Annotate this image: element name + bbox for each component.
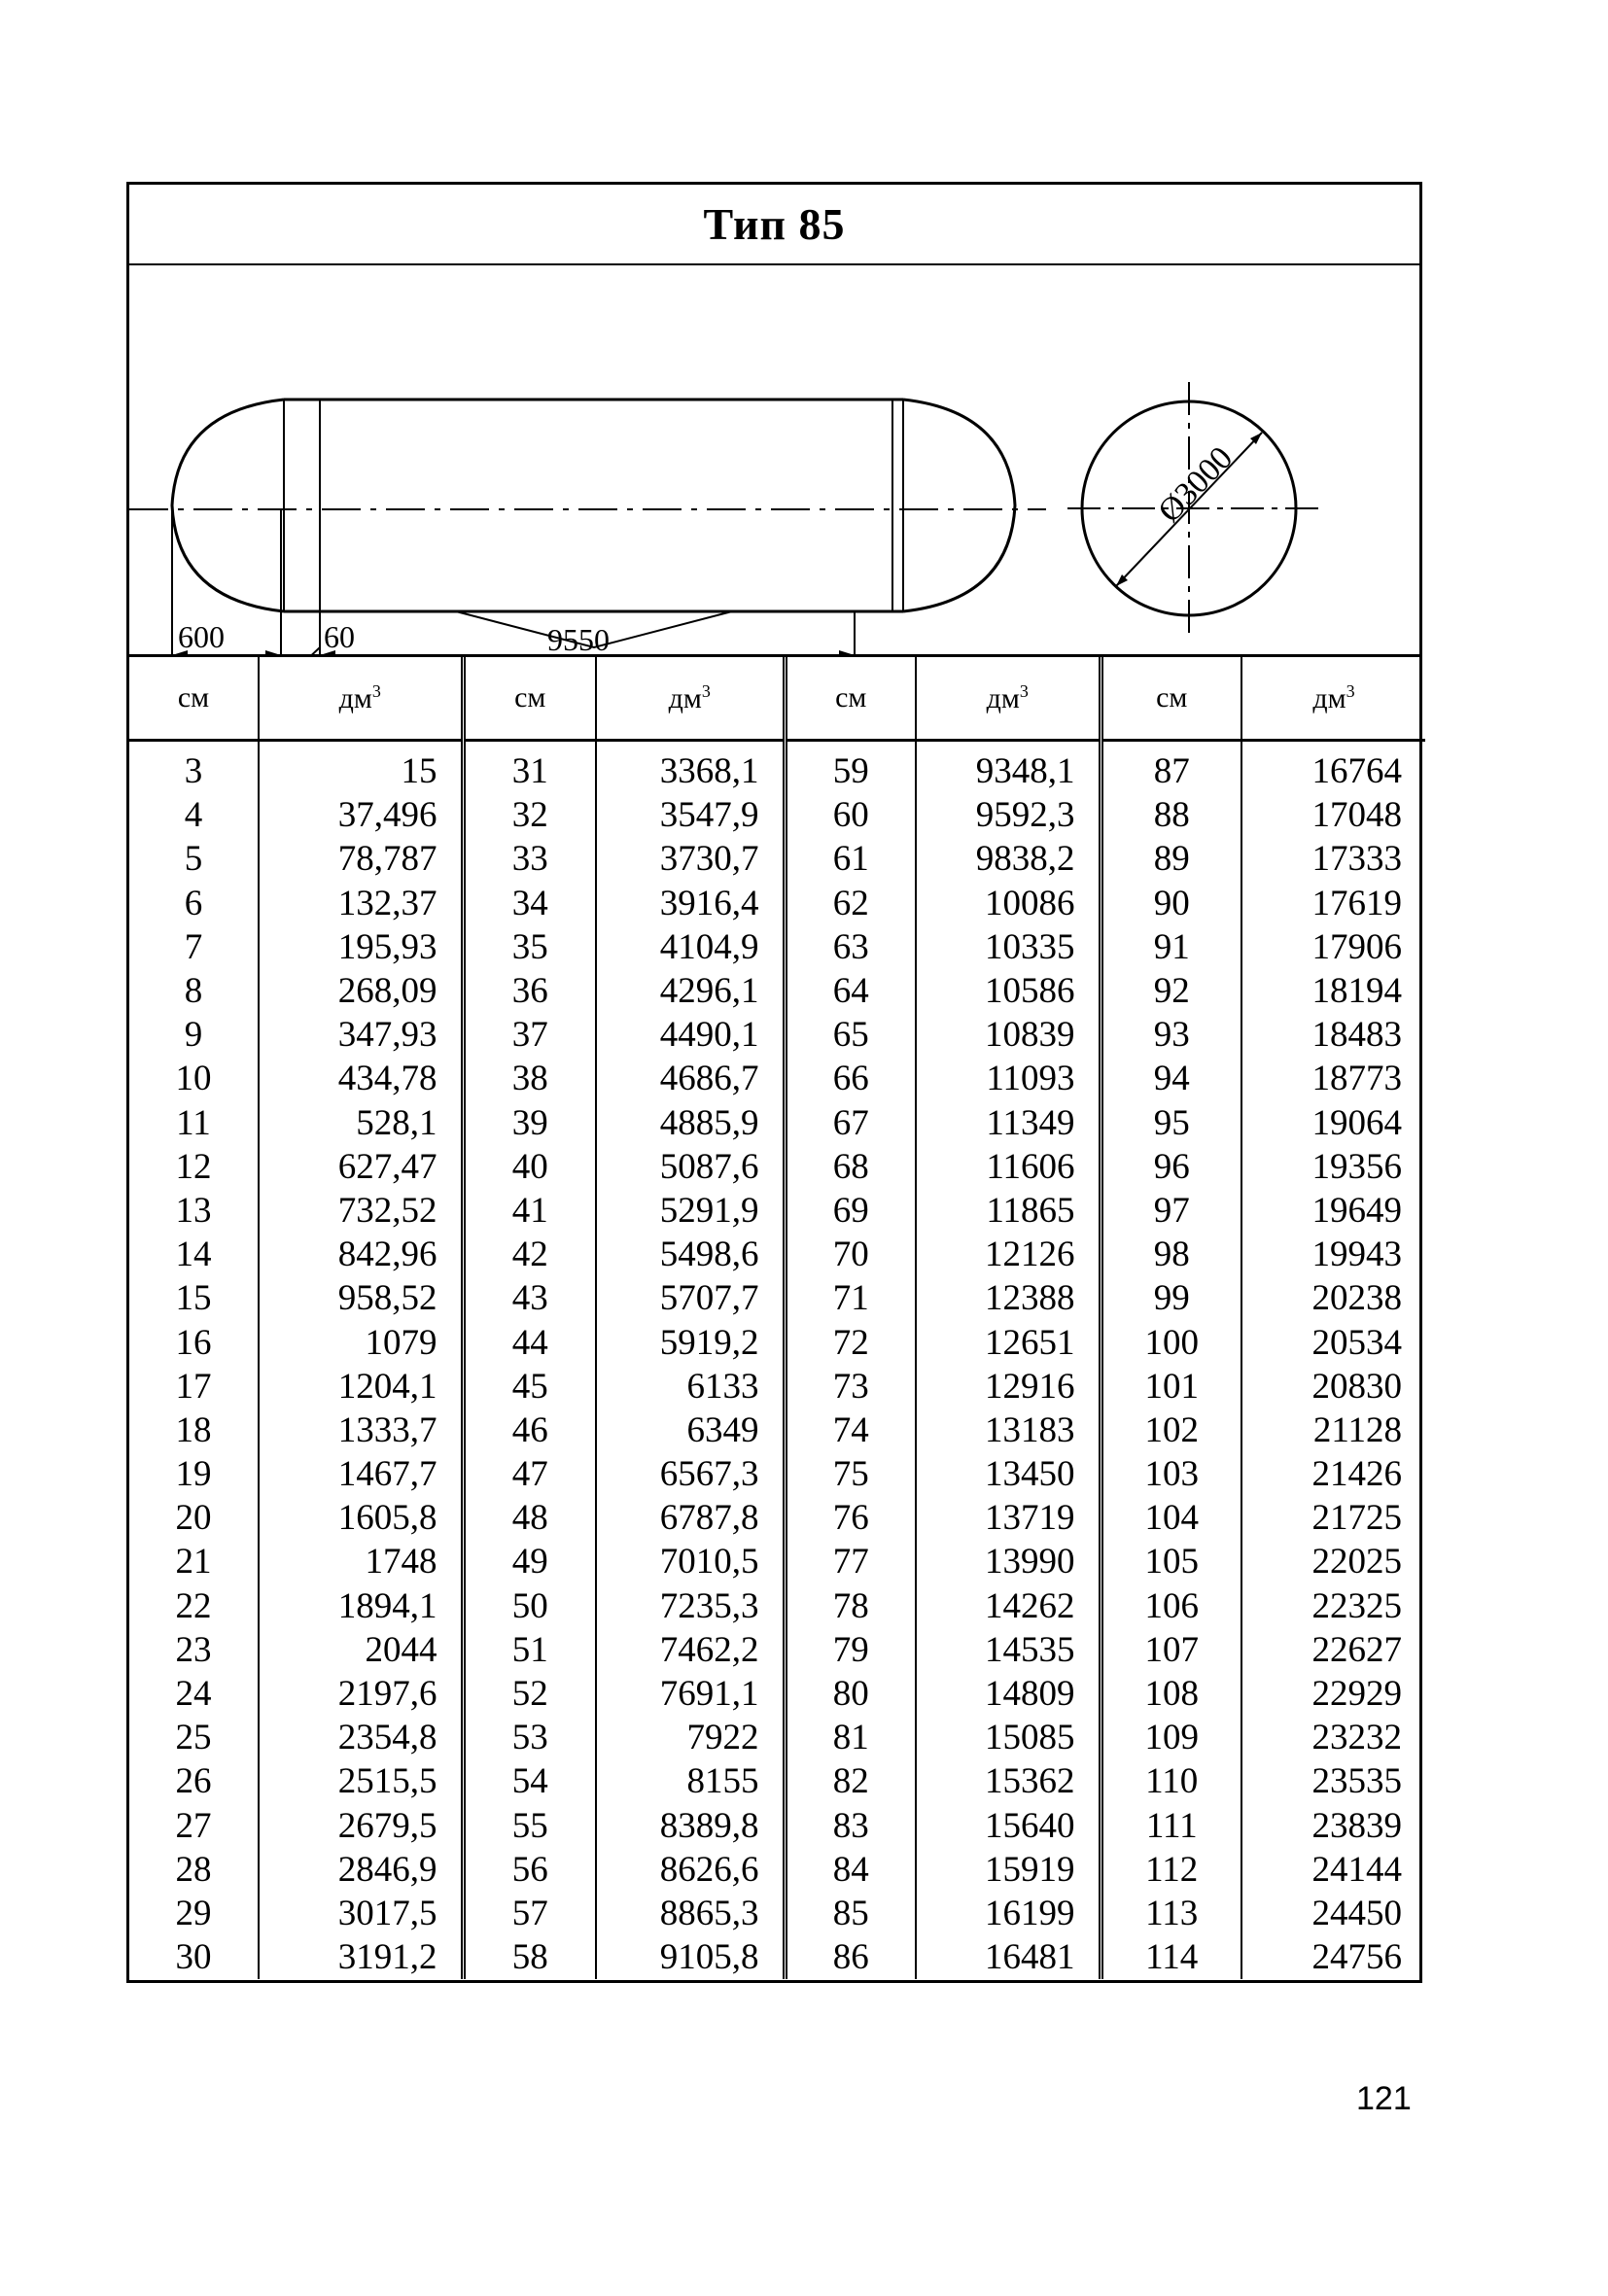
volume-dm3-cell: 732,52 (259, 1189, 463, 1233)
level-cm-cell: 44 (463, 1320, 596, 1364)
header-dm: $дм^3$ (1241, 657, 1425, 741)
table-row (129, 1276, 1425, 1320)
level-cm-cell: 78 (785, 1584, 916, 1628)
level-cm-cell: 59 (785, 741, 916, 794)
volume-dm3-cell: 195,93 (259, 925, 463, 969)
table-row (129, 1233, 1425, 1276)
volume-dm3-cell: 15 (259, 741, 463, 794)
volume-dm3-cell: 15919 (916, 1848, 1101, 1892)
title-row (129, 185, 1419, 265)
level-cm-cell: 27 (129, 1804, 259, 1848)
volume-dm3-cell: 14809 (916, 1672, 1101, 1716)
volume-dm3-cell: 22325 (1311, 1585, 1402, 1626)
level-cm-cell: 18 (129, 1409, 259, 1452)
volume-table-container (129, 654, 1419, 1983)
volume-dm3-cell: 10086 (916, 882, 1101, 925)
volume-dm3-cell: 22929 (1311, 1674, 1402, 1715)
volume-dm3-cell: 2354,8 (259, 1716, 463, 1759)
volume-dm3-cell: 23839 (1311, 1805, 1402, 1846)
volume-dm3-cell: 17619 (1311, 883, 1402, 923)
tank-left-head (172, 400, 284, 611)
level-cm-cell: 85 (785, 1892, 916, 1935)
level-cm-cell: 8 (129, 969, 259, 1013)
level-cm-cell: 48 (463, 1496, 596, 1540)
volume-dm3-cell: 2679,5 (259, 1804, 463, 1848)
volume-dm3-cell: 19064 (1311, 1102, 1402, 1143)
header-dm: $дм^3$ (596, 657, 785, 741)
dim-leader-gap (302, 647, 320, 654)
level-cm-cell: 20 (129, 1496, 259, 1540)
level-cm-cell: 101 (1101, 1365, 1241, 1409)
volume-dm3-cell: 132,37 (259, 882, 463, 925)
volume-dm3-cell: 20830 (1311, 1366, 1402, 1407)
volume-dm3-cell: 16764 (1311, 751, 1402, 792)
table-row (129, 1452, 1425, 1496)
header-cm: см (463, 657, 596, 741)
volume-dm3-cell: 1204,1 (259, 1365, 463, 1409)
level-cm-cell: 81 (785, 1716, 916, 1759)
volume-dm3-cell: 2515,5 (259, 1759, 463, 1803)
level-cm-cell: 92 (1101, 969, 1241, 1013)
volume-dm3-cell: 8626,6 (596, 1848, 785, 1892)
level-cm-cell: 70 (785, 1233, 916, 1276)
volume-dm3-cell: 5291,9 (596, 1189, 785, 1233)
level-cm-cell: 63 (785, 925, 916, 969)
level-cm-cell: 107 (1101, 1628, 1241, 1672)
volume-dm3-cell: 19649 (1311, 1190, 1402, 1231)
level-cm-cell: 42 (463, 1233, 596, 1276)
volume-dm3-cell: 4686,7 (596, 1057, 785, 1100)
volume-dm3-cell: 11093 (916, 1057, 1101, 1100)
level-cm-cell: 53 (463, 1716, 596, 1759)
volume-dm3-cell: 9348,1 (916, 741, 1101, 794)
volume-dm3-cell: 4296,1 (596, 969, 785, 1013)
volume-dm3-cell: 5498,6 (596, 1233, 785, 1276)
dim-length-label: 9550 (547, 622, 610, 654)
volume-dm3-cell: 6787,8 (596, 1496, 785, 1540)
volume-dm3-cell: 7462,2 (596, 1628, 785, 1672)
volume-dm3-cell: 7235,3 (596, 1584, 785, 1628)
level-cm-cell: 104 (1101, 1496, 1241, 1540)
volume-dm3-cell: 6349 (596, 1409, 785, 1452)
level-cm-cell: 31 (463, 741, 596, 794)
level-cm-cell: 19 (129, 1452, 259, 1496)
page-title: Тип 85 (703, 199, 846, 249)
volume-dm3-cell: 15085 (916, 1716, 1101, 1759)
level-cm-cell: 23 (129, 1628, 259, 1672)
volume-dm3-cell: 627,47 (259, 1145, 463, 1189)
level-cm-cell: 110 (1101, 1759, 1241, 1803)
tank-side-view (129, 400, 1046, 654)
tank-drawing (129, 265, 1419, 654)
level-cm-cell: 9 (129, 1013, 259, 1057)
level-cm-cell: 4 (129, 793, 259, 837)
level-cm-cell: 7 (129, 925, 259, 969)
volume-dm3-cell: 24756 (1311, 1937, 1402, 1978)
level-cm-cell: 41 (463, 1189, 596, 1233)
volume-dm3-cell: 1079 (259, 1320, 463, 1364)
volume-dm3-cell: 11865 (916, 1189, 1101, 1233)
volume-dm3-cell: 1333,7 (259, 1409, 463, 1452)
level-cm-cell: 54 (463, 1759, 596, 1803)
table-row (129, 1716, 1425, 1759)
volume-dm3-cell: 434,78 (259, 1057, 463, 1100)
volume-dm3-cell: 10586 (916, 969, 1101, 1013)
volume-dm3-cell: 8865,3 (596, 1892, 785, 1935)
volume-dm3-cell: 9592,3 (916, 793, 1101, 837)
volume-dm3-cell: 16481 (916, 1935, 1101, 1979)
volume-dm3-cell: 4104,9 (596, 925, 785, 969)
volume-dm3-cell: 5919,2 (596, 1320, 785, 1364)
volume-dm3-cell: 22627 (1311, 1629, 1402, 1670)
level-cm-cell: 76 (785, 1496, 916, 1540)
level-cm-cell: 22 (129, 1584, 259, 1628)
volume-dm3-cell: 5087,6 (596, 1145, 785, 1189)
volume-dm3-cell: 11606 (916, 1145, 1101, 1189)
volume-dm3-cell: 3547,9 (596, 793, 785, 837)
level-cm-cell: 67 (785, 1101, 916, 1145)
level-cm-cell: 12 (129, 1145, 259, 1189)
level-cm-cell: 58 (463, 1935, 596, 1979)
level-cm-cell: 55 (463, 1804, 596, 1848)
table-row (129, 1365, 1425, 1409)
volume-dm3-cell: 268,09 (259, 969, 463, 1013)
volume-dm3-cell: 19356 (1311, 1146, 1402, 1187)
level-cm-cell: 112 (1101, 1848, 1241, 1892)
table-row (129, 882, 1425, 925)
level-cm-cell: 108 (1101, 1672, 1241, 1716)
volume-table (129, 657, 1425, 1979)
level-cm-cell: 35 (463, 925, 596, 969)
level-cm-cell: 49 (463, 1540, 596, 1583)
level-cm-cell: 57 (463, 1892, 596, 1935)
volume-dm3-cell: 3730,7 (596, 837, 785, 881)
volume-dm3-cell: 12916 (916, 1365, 1101, 1409)
level-cm-cell: 72 (785, 1320, 916, 1364)
level-cm-cell: 88 (1101, 793, 1241, 837)
volume-dm3-cell: 23535 (1311, 1761, 1402, 1802)
volume-dm3-cell: 18194 (1311, 971, 1402, 1012)
level-cm-cell: 65 (785, 1013, 916, 1057)
table-row (129, 1804, 1425, 1848)
level-cm-cell: 40 (463, 1145, 596, 1189)
level-cm-cell: 29 (129, 1892, 259, 1935)
volume-dm3-cell: 13183 (916, 1409, 1101, 1452)
volume-dm3-cell: 12651 (916, 1320, 1101, 1364)
table-row (129, 1672, 1425, 1716)
level-cm-cell: 77 (785, 1540, 916, 1583)
level-cm-cell: 56 (463, 1848, 596, 1892)
volume-dm3-cell: 13990 (916, 1540, 1101, 1583)
level-cm-cell: 74 (785, 1409, 916, 1452)
level-cm-cell: 90 (1101, 882, 1241, 925)
level-cm-cell: 91 (1101, 925, 1241, 969)
volume-dm3-cell: 7691,1 (596, 1672, 785, 1716)
level-cm-cell: 10 (129, 1057, 259, 1100)
volume-dm3-cell: 9838,2 (916, 837, 1101, 881)
level-cm-cell: 24 (129, 1672, 259, 1716)
volume-dm3-cell: 15362 (916, 1759, 1101, 1803)
header-dm: $дм^3$ (259, 657, 463, 741)
level-cm-cell: 96 (1101, 1145, 1241, 1189)
level-cm-cell: 37 (463, 1013, 596, 1057)
table-row (129, 1409, 1425, 1452)
volume-dm3-cell: 21725 (1311, 1498, 1402, 1539)
volume-dm3-cell: 21128 (1312, 1409, 1402, 1450)
level-cm-cell: 62 (785, 882, 916, 925)
volume-dm3-cell: 4885,9 (596, 1101, 785, 1145)
level-cm-cell: 45 (463, 1365, 596, 1409)
volume-dm3-cell: 18773 (1311, 1059, 1402, 1099)
level-cm-cell: 21 (129, 1540, 259, 1583)
volume-dm3-cell: 1605,8 (259, 1496, 463, 1540)
volume-dm3-cell: 8389,8 (596, 1804, 785, 1848)
table-row (129, 1584, 1425, 1628)
level-cm-cell: 39 (463, 1101, 596, 1145)
level-cm-cell: 94 (1101, 1057, 1241, 1100)
table-header-row (129, 657, 1425, 741)
volume-dm3-cell: 1894,1 (259, 1584, 463, 1628)
volume-dm3-cell: 19943 (1311, 1235, 1402, 1275)
level-cm-cell: 38 (463, 1057, 596, 1100)
header-cm: см (785, 657, 916, 741)
volume-dm3-cell: 14262 (916, 1584, 1101, 1628)
level-cm-cell: 93 (1101, 1013, 1241, 1057)
level-cm-cell: 66 (785, 1057, 916, 1100)
table-row (129, 1101, 1425, 1145)
level-cm-cell: 86 (785, 1935, 916, 1979)
volume-dm3-cell: 18483 (1311, 1015, 1402, 1056)
level-cm-cell: 87 (1101, 741, 1241, 794)
level-cm-cell: 28 (129, 1848, 259, 1892)
volume-dm3-cell: 4490,1 (596, 1013, 785, 1057)
table-body (129, 741, 1425, 1980)
volume-dm3-cell: 12388 (916, 1276, 1101, 1320)
level-cm-cell: 75 (785, 1452, 916, 1496)
table-row (129, 1057, 1425, 1100)
level-cm-cell: 95 (1101, 1101, 1241, 1145)
dim-diameter-label: Ø3000 (1151, 439, 1241, 530)
level-cm-cell: 61 (785, 837, 916, 881)
table-row (129, 1848, 1425, 1892)
volume-dm3-cell: 958,52 (259, 1276, 463, 1320)
volume-dm3-cell: 14535 (916, 1628, 1101, 1672)
header-cm: см (1101, 657, 1241, 741)
level-cm-cell: 60 (785, 793, 916, 837)
volume-dm3-cell: 24144 (1311, 1849, 1402, 1890)
volume-dm3-cell: 17906 (1311, 926, 1402, 967)
volume-dm3-cell: 6133 (596, 1365, 785, 1409)
volume-dm3-cell: 3017,5 (259, 1892, 463, 1935)
calibration-sheet (126, 182, 1422, 1983)
level-cm-cell: 100 (1101, 1320, 1241, 1364)
volume-dm3-cell: 16199 (916, 1892, 1101, 1935)
level-cm-cell: 15 (129, 1276, 259, 1320)
page-number: 121 (1356, 2080, 1412, 2117)
volume-dm3-cell: 5707,7 (596, 1276, 785, 1320)
volume-dm3-cell: 1467,7 (259, 1452, 463, 1496)
volume-dm3-cell: 20238 (1311, 1278, 1402, 1319)
header-cm: см (129, 657, 259, 741)
level-cm-cell: 102 (1101, 1409, 1241, 1452)
volume-dm3-cell: 2846,9 (259, 1848, 463, 1892)
table-row (129, 925, 1425, 969)
volume-dm3-cell: 3916,4 (596, 882, 785, 925)
volume-dm3-cell: 842,96 (259, 1233, 463, 1276)
volume-dm3-cell: 23232 (1311, 1718, 1402, 1758)
volume-dm3-cell: 9105,8 (596, 1935, 785, 1979)
volume-dm3-cell: 1748 (259, 1540, 463, 1583)
volume-dm3-cell: 6567,3 (596, 1452, 785, 1496)
level-cm-cell: 34 (463, 882, 596, 925)
level-cm-cell: 26 (129, 1759, 259, 1803)
volume-dm3-cell: 3191,2 (259, 1935, 463, 1979)
level-cm-cell: 98 (1101, 1233, 1241, 1276)
volume-dm3-cell: 7010,5 (596, 1540, 785, 1583)
volume-dm3-cell: 17333 (1311, 839, 1402, 880)
volume-dm3-cell: 37,496 (259, 793, 463, 837)
level-cm-cell: 30 (129, 1935, 259, 1979)
level-cm-cell: 17 (129, 1365, 259, 1409)
volume-dm3-cell: 78,787 (259, 837, 463, 881)
level-cm-cell: 103 (1101, 1452, 1241, 1496)
table-row (129, 1759, 1425, 1803)
level-cm-cell: 50 (463, 1584, 596, 1628)
volume-dm3-cell: 11349 (916, 1101, 1101, 1145)
level-cm-cell: 11 (129, 1101, 259, 1145)
table-row (129, 1320, 1425, 1364)
volume-dm3-cell: 15640 (916, 1804, 1101, 1848)
level-cm-cell: 80 (785, 1672, 916, 1716)
level-cm-cell: 43 (463, 1276, 596, 1320)
level-cm-cell: 82 (785, 1759, 916, 1803)
dim-head-label: 600 (178, 619, 225, 654)
level-cm-cell: 71 (785, 1276, 916, 1320)
table-row (129, 1892, 1425, 1935)
level-cm-cell: 3 (129, 741, 259, 794)
table-row (129, 1013, 1425, 1057)
level-cm-cell: 51 (463, 1628, 596, 1672)
volume-dm3-cell: 8155 (596, 1759, 785, 1803)
level-cm-cell: 5 (129, 837, 259, 881)
volume-dm3-cell: 13450 (916, 1452, 1101, 1496)
volume-dm3-cell: 20534 (1311, 1322, 1402, 1363)
level-cm-cell: 83 (785, 1804, 916, 1848)
level-cm-cell: 64 (785, 969, 916, 1013)
level-cm-cell: 89 (1101, 837, 1241, 881)
table-row (129, 1189, 1425, 1233)
level-cm-cell: 99 (1101, 1276, 1241, 1320)
volume-dm3-cell: 347,93 (259, 1013, 463, 1057)
header-dm: $дм^3$ (916, 657, 1101, 741)
dim-gap-label: 60 (324, 619, 355, 654)
table-row (129, 741, 1425, 794)
level-cm-cell: 6 (129, 882, 259, 925)
level-cm-cell: 114 (1101, 1935, 1241, 1979)
volume-dm3-cell: 10839 (916, 1013, 1101, 1057)
table-row (129, 1496, 1425, 1540)
table-row (129, 837, 1425, 881)
table-row (129, 793, 1425, 837)
table-row (129, 1628, 1425, 1672)
level-cm-cell: 97 (1101, 1189, 1241, 1233)
volume-dm3-cell: 13719 (916, 1496, 1101, 1540)
volume-dm3-cell: 528,1 (259, 1101, 463, 1145)
volume-dm3-cell: 24450 (1311, 1893, 1402, 1933)
level-cm-cell: 32 (463, 793, 596, 837)
volume-dm3-cell: 2044 (259, 1628, 463, 1672)
table-row (129, 1935, 1425, 1979)
level-cm-cell: 13 (129, 1189, 259, 1233)
level-cm-cell: 14 (129, 1233, 259, 1276)
volume-dm3-cell: 22025 (1311, 1542, 1402, 1583)
level-cm-cell: 47 (463, 1452, 596, 1496)
level-cm-cell: 79 (785, 1628, 916, 1672)
level-cm-cell: 113 (1101, 1892, 1241, 1935)
volume-dm3-cell: 2197,6 (259, 1672, 463, 1716)
level-cm-cell: 84 (785, 1848, 916, 1892)
level-cm-cell: 52 (463, 1672, 596, 1716)
volume-dm3-cell: 21426 (1311, 1454, 1402, 1495)
table-row (129, 1145, 1425, 1189)
table-row (129, 1540, 1425, 1583)
level-cm-cell: 111 (1101, 1804, 1241, 1848)
level-cm-cell: 33 (463, 837, 596, 881)
level-cm-cell: 105 (1101, 1540, 1241, 1583)
tank-drawing-svg (129, 265, 1419, 654)
volume-dm3-cell: 12126 (916, 1233, 1101, 1276)
level-cm-cell: 73 (785, 1365, 916, 1409)
level-cm-cell: 106 (1101, 1584, 1241, 1628)
volume-dm3-cell: 7922 (596, 1716, 785, 1759)
level-cm-cell: 68 (785, 1145, 916, 1189)
level-cm-cell: 69 (785, 1189, 916, 1233)
volume-dm3-cell: 10335 (916, 925, 1101, 969)
tank-right-head (903, 400, 1015, 611)
level-cm-cell: 16 (129, 1320, 259, 1364)
volume-dm3-cell: 17048 (1311, 795, 1402, 836)
table-row (129, 969, 1425, 1013)
level-cm-cell: 36 (463, 969, 596, 1013)
volume-dm3-cell: 3368,1 (596, 741, 785, 794)
level-cm-cell: 109 (1101, 1716, 1241, 1759)
level-cm-cell: 25 (129, 1716, 259, 1759)
level-cm-cell: 46 (463, 1409, 596, 1452)
